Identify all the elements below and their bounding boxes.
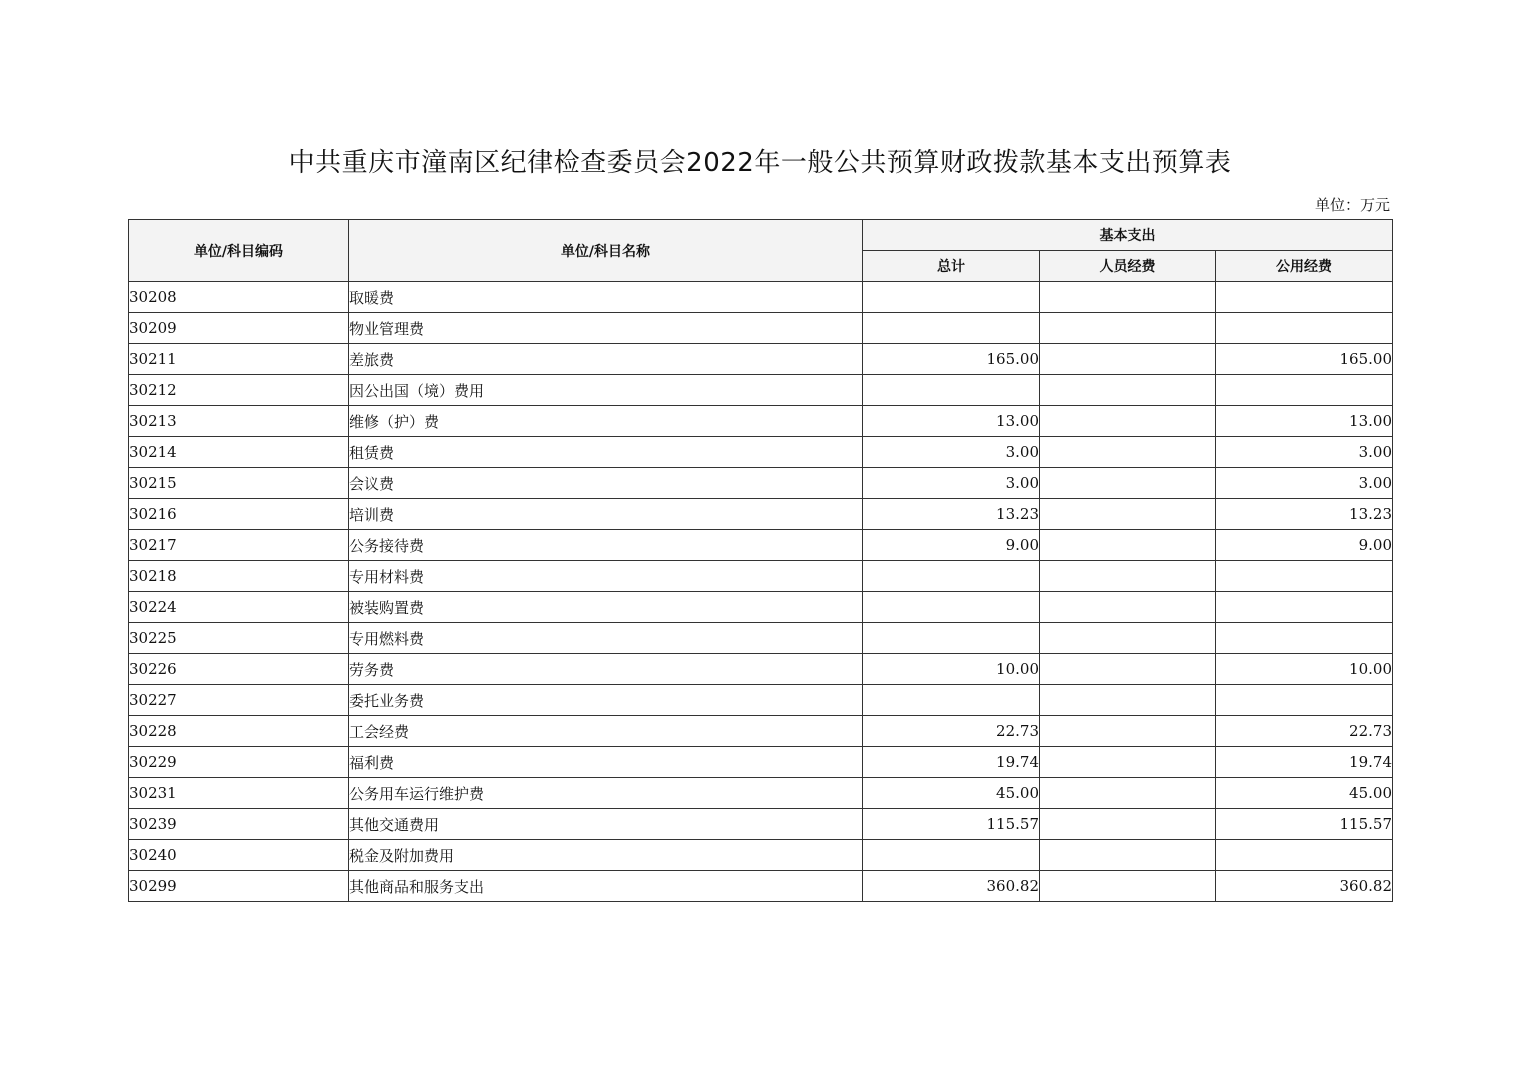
cell-total: 13.00 (863, 406, 1040, 437)
cell-code: 30240 (129, 840, 349, 871)
table-row (129, 623, 1393, 654)
cell-public (1216, 840, 1393, 871)
table-row (129, 685, 1393, 716)
cell-public: 45.00 (1216, 778, 1393, 809)
cell-code: 30216 (129, 499, 349, 530)
cell-code: 30209 (129, 313, 349, 344)
cell-public: 19.74 (1216, 747, 1393, 778)
cell-code: 30213 (129, 406, 349, 437)
cell-name: 专用燃料费 (349, 623, 863, 654)
cell-name: 公务接待费 (349, 530, 863, 561)
cell-public (1216, 375, 1393, 406)
cell-personnel (1040, 375, 1216, 406)
cell-total: 165.00 (863, 344, 1040, 375)
cell-personnel (1040, 406, 1216, 437)
cell-personnel (1040, 654, 1216, 685)
table-row (129, 809, 1393, 840)
budget-table (128, 219, 1393, 902)
header-name: 单位/科目名称 (349, 220, 863, 282)
table-row (129, 406, 1393, 437)
table-row (129, 437, 1393, 468)
cell-name: 工会经费 (349, 716, 863, 747)
table-row (129, 530, 1393, 561)
cell-total: 115.57 (863, 809, 1040, 840)
cell-public: 3.00 (1216, 468, 1393, 499)
table-row (129, 344, 1393, 375)
cell-public: 3.00 (1216, 437, 1393, 468)
cell-public: 165.00 (1216, 344, 1393, 375)
cell-total (863, 282, 1040, 313)
cell-personnel (1040, 778, 1216, 809)
cell-code: 30225 (129, 623, 349, 654)
header-public: 公用经费 (1216, 251, 1393, 282)
cell-personnel (1040, 313, 1216, 344)
table-row (129, 375, 1393, 406)
table-row (129, 747, 1393, 778)
cell-public (1216, 623, 1393, 654)
cell-personnel (1040, 530, 1216, 561)
cell-public (1216, 592, 1393, 623)
table-row (129, 499, 1393, 530)
cell-public (1216, 282, 1393, 313)
table-row (129, 716, 1393, 747)
cell-personnel (1040, 871, 1216, 902)
cell-personnel (1040, 716, 1216, 747)
cell-code: 30217 (129, 530, 349, 561)
cell-name: 委托业务费 (349, 685, 863, 716)
cell-name: 维修（护）费 (349, 406, 863, 437)
cell-name: 培训费 (349, 499, 863, 530)
cell-code: 30228 (129, 716, 349, 747)
table-body (129, 282, 1393, 902)
cell-code: 30211 (129, 344, 349, 375)
cell-code: 30215 (129, 468, 349, 499)
table-row (129, 561, 1393, 592)
cell-public: 115.57 (1216, 809, 1393, 840)
table-row (129, 282, 1393, 313)
document-title: 中共重庆市潼南区纪律检查委员会2022年一般公共预算财政拨款基本支出预算表 (288, 148, 1232, 178)
cell-personnel (1040, 561, 1216, 592)
cell-total: 19.74 (863, 747, 1040, 778)
cell-name: 差旅费 (349, 344, 863, 375)
cell-total: 22.73 (863, 716, 1040, 747)
cell-total (863, 592, 1040, 623)
cell-name: 被装购置费 (349, 592, 863, 623)
cell-code: 30224 (129, 592, 349, 623)
cell-public: 360.82 (1216, 871, 1393, 902)
cell-code: 30239 (129, 809, 349, 840)
cell-personnel (1040, 747, 1216, 778)
cell-total: 3.00 (863, 468, 1040, 499)
cell-code: 30218 (129, 561, 349, 592)
table-row (129, 592, 1393, 623)
table-row (129, 654, 1393, 685)
cell-code: 30208 (129, 282, 349, 313)
cell-total (863, 561, 1040, 592)
header-total: 总计 (863, 251, 1040, 282)
header-personnel: 人员经费 (1040, 251, 1216, 282)
cell-code: 30212 (129, 375, 349, 406)
cell-name: 专用材料费 (349, 561, 863, 592)
cell-code: 30227 (129, 685, 349, 716)
cell-personnel (1040, 809, 1216, 840)
cell-personnel (1040, 468, 1216, 499)
cell-name: 其他商品和服务支出 (349, 871, 863, 902)
cell-name: 其他交通费用 (349, 809, 863, 840)
cell-total (863, 685, 1040, 716)
cell-personnel (1040, 499, 1216, 530)
cell-name: 租赁费 (349, 437, 863, 468)
cell-total: 10.00 (863, 654, 1040, 685)
table-row (129, 840, 1393, 871)
cell-name: 福利费 (349, 747, 863, 778)
cell-personnel (1040, 282, 1216, 313)
cell-name: 因公出国（境）费用 (349, 375, 863, 406)
cell-total: 13.23 (863, 499, 1040, 530)
cell-personnel (1040, 344, 1216, 375)
cell-code: 30226 (129, 654, 349, 685)
cell-name: 劳务费 (349, 654, 863, 685)
cell-public: 22.73 (1216, 716, 1393, 747)
cell-public (1216, 313, 1393, 344)
cell-name: 税金及附加费用 (349, 840, 863, 871)
cell-name: 取暖费 (349, 282, 863, 313)
cell-code: 30299 (129, 871, 349, 902)
cell-public: 9.00 (1216, 530, 1393, 561)
cell-total (863, 840, 1040, 871)
cell-total: 3.00 (863, 437, 1040, 468)
cell-name: 会议费 (349, 468, 863, 499)
cell-personnel (1040, 437, 1216, 468)
cell-public (1216, 561, 1393, 592)
cell-personnel (1040, 685, 1216, 716)
cell-personnel (1040, 623, 1216, 654)
header-basic-expenditure: 基本支出 (863, 220, 1393, 251)
cell-total: 360.82 (863, 871, 1040, 902)
table-row (129, 313, 1393, 344)
cell-total: 45.00 (863, 778, 1040, 809)
cell-public: 13.23 (1216, 499, 1393, 530)
cell-name: 物业管理费 (349, 313, 863, 344)
cell-total (863, 623, 1040, 654)
table-row (129, 778, 1393, 809)
cell-public: 10.00 (1216, 654, 1393, 685)
table-row (129, 871, 1393, 902)
cell-code: 30231 (129, 778, 349, 809)
cell-public (1216, 685, 1393, 716)
cell-total (863, 313, 1040, 344)
cell-name: 公务用车运行维护费 (349, 778, 863, 809)
cell-personnel (1040, 592, 1216, 623)
unit-label: 单位：万元 (1314, 196, 1390, 214)
cell-public: 13.00 (1216, 406, 1393, 437)
cell-total: 9.00 (863, 530, 1040, 561)
cell-code: 30229 (129, 747, 349, 778)
cell-code: 30214 (129, 437, 349, 468)
cell-total (863, 375, 1040, 406)
table-row (129, 468, 1393, 499)
cell-personnel (1040, 840, 1216, 871)
header-code: 单位/科目编码 (129, 220, 349, 282)
